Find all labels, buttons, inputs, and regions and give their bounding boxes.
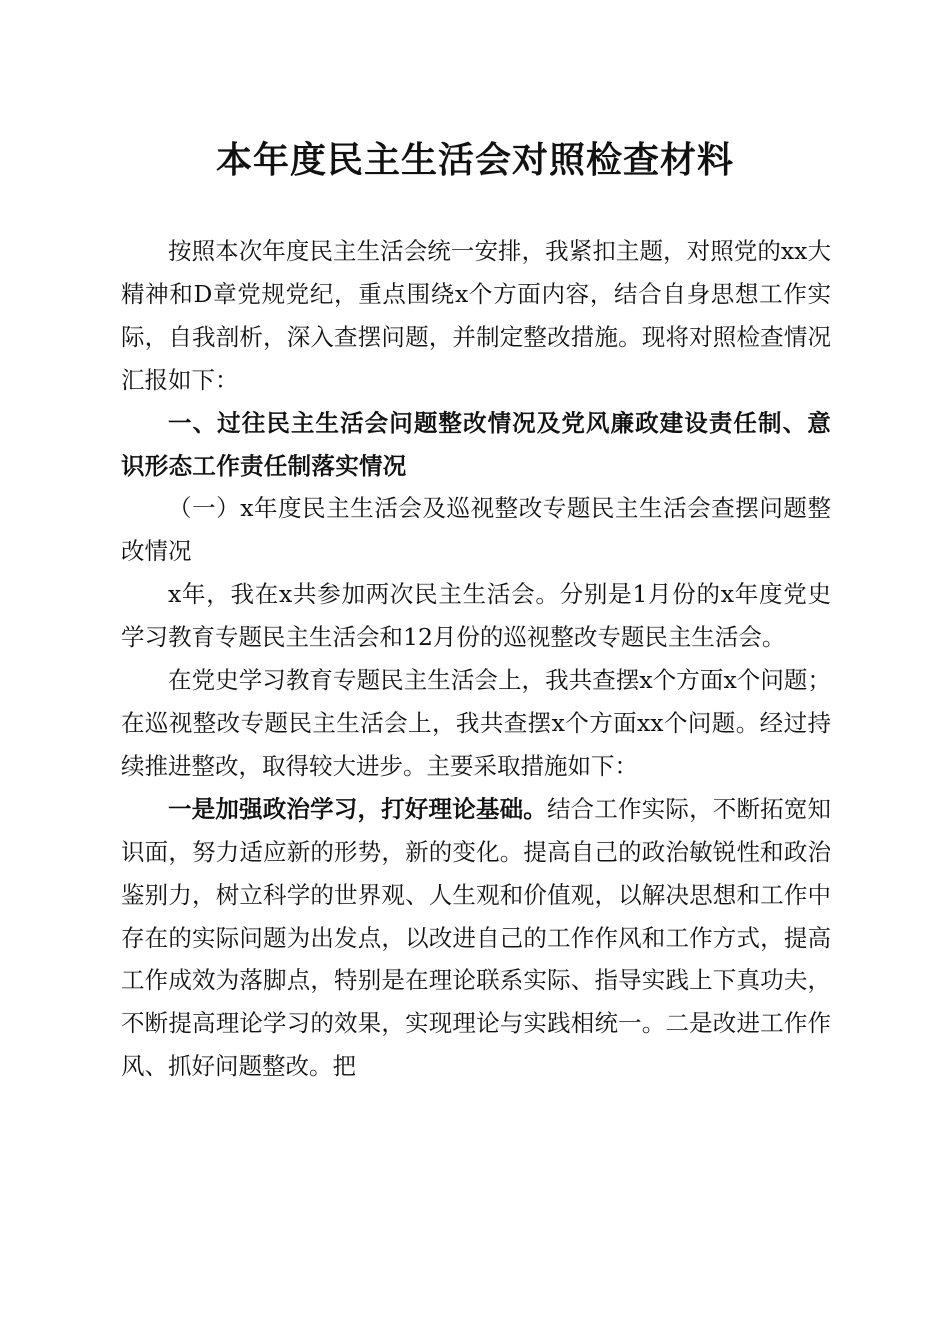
subsection-heading: （一）x年度民主生活会及巡视整改专题民主生活会查摆问题整改情况 [121,494,831,566]
document-title: 本年度民主生活会对照检查材料 [215,139,734,181]
section-heading: 一、过往民主生活会问题整改情况及党风廉政建设责任制、意识形态工作责任制落实情况 [121,408,831,480]
body-paragraph: x年，我在x共参加两次民主生活会。分别是1月份的x年度党史学习教育专题民主生活会和12月份的巡视整改专题民主生活会。 [121,580,831,652]
measure-paragraph [121,788,831,1088]
intro-paragraph: 按照本次年度民主生活会统一安排，我紧扣主题，对照党的xx大精神和D章党规党纪，重点围绕x个方面内容，结合自身思想工作实际，自我剖析，深入查摆问题，并制定整改措施。现将对照检查情况汇报如下： [121,237,831,394]
measure-text: 结合工作实际，不断拓宽知识面，努力适应新的形势，新的变化。提高自己的政治敏锐性和政治鉴别力，树立科学的世界观、人生观和价值观，以解决思想和工作中存在的实际问题为出发点，以改进自己的工作作风和工作方式，提高工作成效为落脚点，特别是在理论联系实际、指导实践上下真功夫，不断提高理论学习的效果，实现理论与实践相统一。二是改进工作作风、抓好问题整改。把 [121,794,832,1081]
measure-lead: 一是加强政治学习，打好理论基础。 [168,794,547,823]
document-body [121,230,831,1088]
body-paragraph: 在党史学习教育专题民主生活会上，我共查摆x个方面x个问题；在巡视整改专题民主生活会上，我共查摆x个方面xx个问题。经过持续推进整改，取得较大进步。主要采取措施如下： [121,666,831,780]
